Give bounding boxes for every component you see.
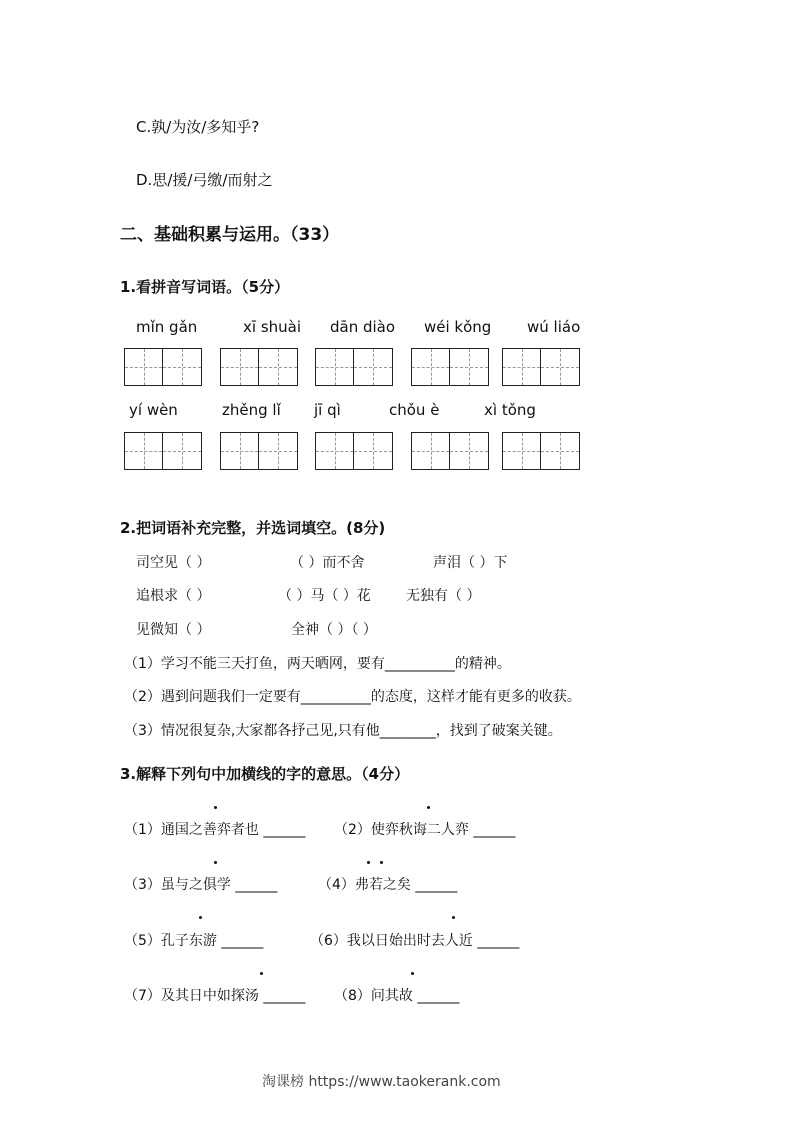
emphasis-dot xyxy=(452,916,455,919)
pinyin-5: wú liáo xyxy=(527,318,581,336)
item-8: （8）问其故 ______ xyxy=(334,988,460,1004)
pinyin-4: wéi kǒng xyxy=(424,318,492,336)
emphasis-dot xyxy=(367,861,370,864)
writing-grid[interactable] xyxy=(411,432,489,470)
writing-grid[interactable] xyxy=(502,348,580,386)
emphasis-dot xyxy=(214,806,217,809)
option-c: C.孰/为汝/多知乎? xyxy=(136,118,260,136)
writing-grid[interactable] xyxy=(124,348,202,386)
q2-title: 2.把词语补充完整，并选词填空。(8分) xyxy=(120,519,386,537)
footer-watermark: 淘课榜 https://www.taokerank.com xyxy=(262,1074,501,1090)
writing-grid[interactable] xyxy=(315,348,393,386)
pinyin-2: xī shuài xyxy=(243,318,302,336)
writing-grid[interactable] xyxy=(502,432,580,470)
item-4: （4）弗若之矣 ______ xyxy=(318,877,458,893)
idiom: （ ）而不舍 xyxy=(290,555,365,571)
section-title: 二、基础积累与运用。（33） xyxy=(120,225,340,245)
emphasis-dot xyxy=(260,972,263,975)
pinyin-7: zhěng lǐ xyxy=(222,401,281,419)
idiom: 见微知（ ） xyxy=(136,622,211,638)
fill-sentence-3: （3）情况很复杂,大家都各抒己见,只有他________，找到了破案关键。 xyxy=(124,723,562,739)
idiom: （ ）马（ ）花 xyxy=(278,588,371,604)
item-7: （7）及其日中如探汤 ______ xyxy=(124,988,306,1004)
emphasis-dot xyxy=(380,861,383,864)
emphasis-dot xyxy=(199,916,202,919)
pinyin-6: yí wèn xyxy=(129,401,178,419)
writing-grid[interactable] xyxy=(220,348,298,386)
pinyin-1: mǐn gǎn xyxy=(136,318,198,336)
writing-grid[interactable] xyxy=(220,432,298,470)
fill-sentence-2: （2）遇到问题我们一定要有__________的态度，这样才能有更多的收获。 xyxy=(124,689,581,705)
emphasis-dot xyxy=(411,972,414,975)
idiom: 追根求（ ） xyxy=(136,588,211,604)
writing-grid[interactable] xyxy=(124,432,202,470)
emphasis-dot xyxy=(427,806,430,809)
q1-title: 1.看拼音写词语。（5分） xyxy=(120,278,290,296)
pinyin-9: chǒu è xyxy=(389,401,440,419)
idiom: 无独有（ ） xyxy=(406,588,481,604)
emphasis-dot xyxy=(214,861,217,864)
idiom: 声泪（ ）下 xyxy=(433,555,508,571)
fill-sentence-1: （1）学习不能三天打鱼，两天晒网，要有__________的精神。 xyxy=(124,656,511,672)
option-d: D.思/援/弓缴/而射之 xyxy=(136,171,273,189)
idiom: 司空见（ ） xyxy=(136,555,211,571)
pinyin-3: dān diào xyxy=(330,318,396,336)
pinyin-10: xì tǒng xyxy=(484,401,536,419)
idiom: 全神（ ）（ ） xyxy=(291,622,377,638)
item-6: （6）我以日始出时去人近 ______ xyxy=(310,933,520,949)
q3-title: 3.解释下列句中加横线的字的意思。（4分） xyxy=(120,765,410,783)
item-5: （5）孔子东游 ______ xyxy=(124,933,264,949)
writing-grid[interactable] xyxy=(411,348,489,386)
writing-grid[interactable] xyxy=(315,432,393,470)
item-2: （2）使弈秋诲二人弈 ______ xyxy=(334,822,516,838)
item-1: （1）通国之善弈者也 ______ xyxy=(124,822,306,838)
pinyin-8: jī qì xyxy=(314,401,341,419)
item-3: （3）虽与之俱学 ______ xyxy=(124,877,278,893)
